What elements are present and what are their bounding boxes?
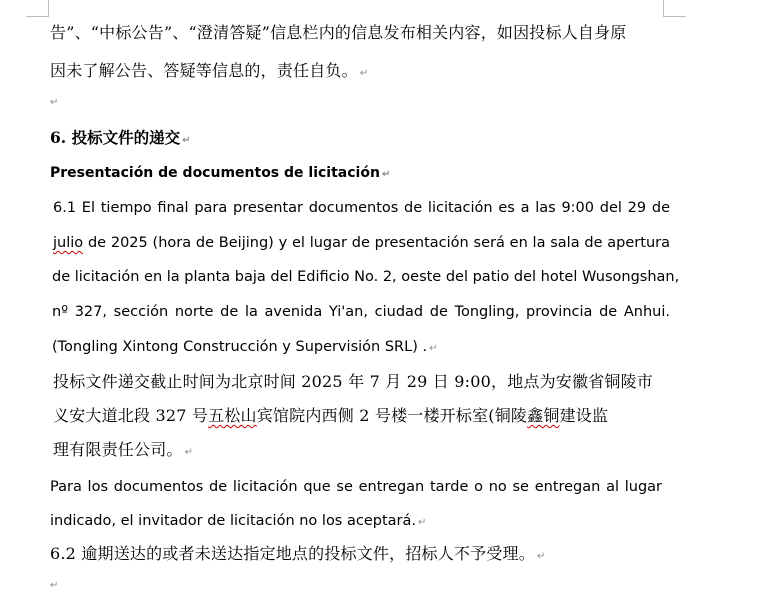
paragraph-mark: ↵ bbox=[359, 68, 369, 79]
line-text: 投标文件递交截止时间为北京时间 2025 年 7 月 29 日 9:00，地点为安徽省铜陵市 bbox=[53, 372, 653, 391]
spell-flagged-word: julio bbox=[53, 235, 84, 251]
line-text: 义安大道北段 327 号 bbox=[53, 406, 209, 425]
text-line bbox=[53, 197, 670, 219]
line-text: indicado, el invitador de licitación no los aceptará. bbox=[50, 513, 416, 529]
text-line bbox=[50, 510, 426, 534]
line-text: de 2025 (hora de Beijing) y el lugar de presentación será en la sala de apertura bbox=[83, 235, 670, 251]
text-line bbox=[52, 301, 670, 323]
text-line bbox=[50, 543, 546, 568]
text-line bbox=[52, 336, 437, 360]
line-text: 6.2 逾期送达的或者未送达指定地点的投标文件，招标人不予受理。 bbox=[50, 544, 535, 563]
heading-text: 6. 投标文件的递交 bbox=[50, 128, 181, 147]
section-heading bbox=[50, 127, 190, 152]
section-subheading bbox=[50, 162, 390, 186]
crop-mark-top-right bbox=[663, 0, 686, 17]
line-text: 理有限责任公司。 bbox=[53, 440, 183, 459]
line-text: 6.1 El tiempo final para presentar documentos de licitación es a las 9:00 del 29 de bbox=[53, 200, 670, 216]
line-text: nº 327, sección norte de la avenida Yi'an, ciudad de Tongling, provincia de Anhui. bbox=[52, 304, 670, 320]
text-line bbox=[53, 232, 670, 254]
text-line bbox=[50, 60, 368, 85]
paragraph-mark: ↵ bbox=[536, 551, 546, 562]
empty-paragraph-mark: ↵ bbox=[50, 580, 59, 591]
text-line bbox=[53, 405, 608, 427]
spell-flagged-word: 鑫铜 bbox=[527, 406, 560, 425]
line-text: 建设监 bbox=[559, 406, 609, 425]
spell-flagged-word: 五松山 bbox=[208, 406, 257, 425]
line-text: 因未了解公告、答疑等信息的，责任自负。 bbox=[50, 61, 358, 80]
line-text: (Tongling Xintong Construcción y Supervisión SRL) . bbox=[52, 339, 428, 355]
text-line bbox=[52, 266, 680, 288]
text-line bbox=[50, 476, 662, 498]
text-line bbox=[50, 22, 627, 44]
text-line bbox=[53, 439, 193, 464]
paragraph-mark: ↵ bbox=[417, 517, 427, 528]
paragraph-mark: ↵ bbox=[184, 447, 194, 458]
subheading-text: Presentación de documentos de licitación bbox=[50, 165, 380, 181]
empty-paragraph-mark: ↵ bbox=[50, 97, 59, 108]
paragraph-mark: ↵ bbox=[381, 169, 391, 180]
paragraph-mark: ↵ bbox=[182, 135, 191, 146]
crop-mark-top-left bbox=[26, 0, 49, 17]
line-text: de licitación en la planta baja del Edificio No. 2, oeste del patio del hotel Wusongshan, bbox=[52, 269, 680, 285]
paragraph-mark: ↵ bbox=[429, 343, 438, 354]
text-line bbox=[53, 371, 653, 393]
line-text: Para los documentos de licitación que se entregan tarde o no se entregan al lugar bbox=[50, 479, 662, 495]
line-text: 告”、“中标公告”、“澄清答疑”信息栏内的信息发布相关内容，如因投标人自身原 bbox=[50, 23, 627, 42]
line-text: 宾馆院内西侧 2 号楼一楼开标室(铜陵 bbox=[256, 406, 528, 425]
